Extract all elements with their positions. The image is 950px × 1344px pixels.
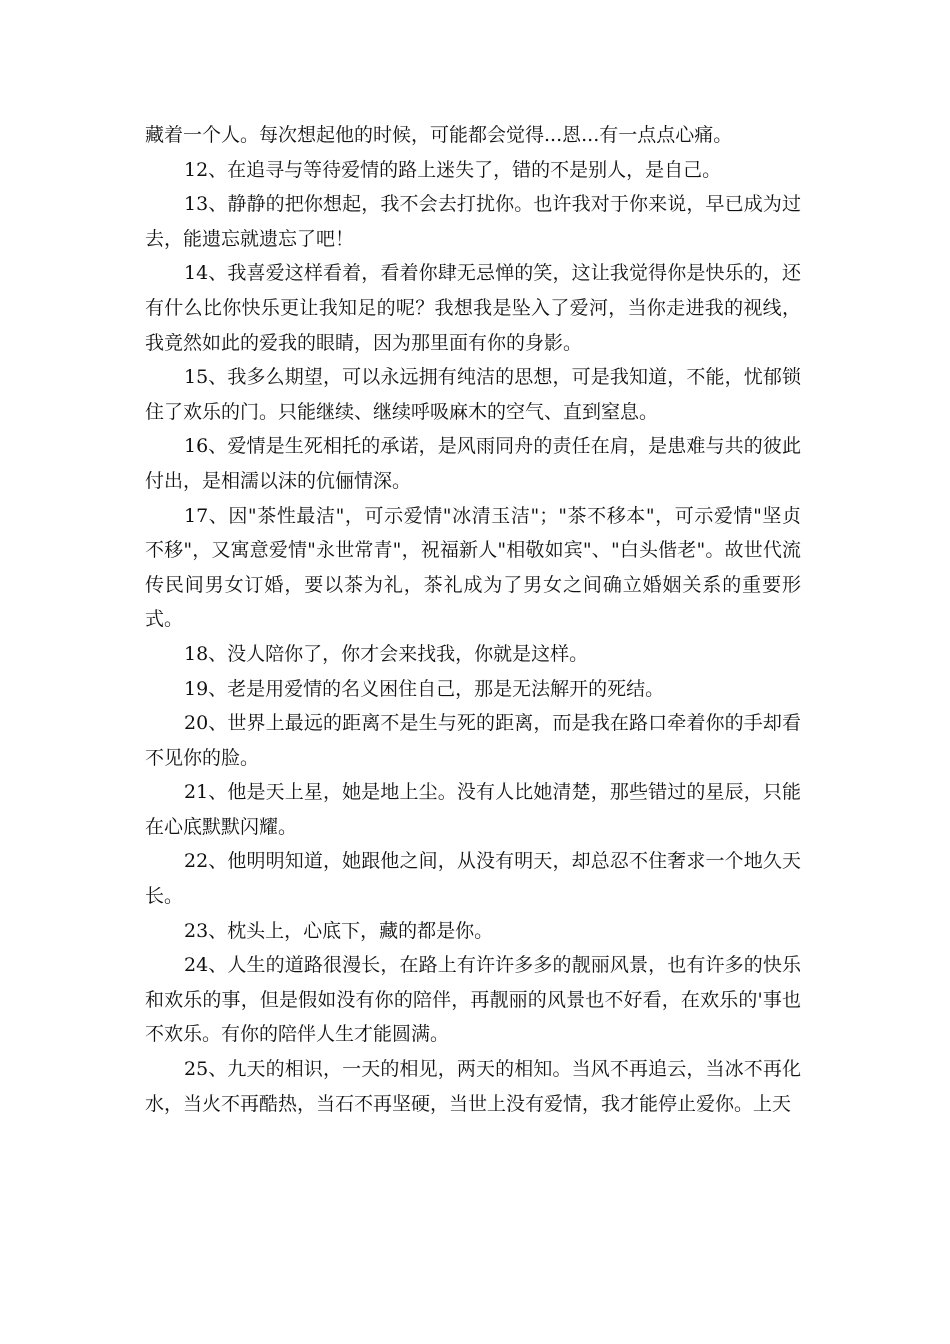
paragraph-23: 23、枕头上，心底下，藏的都是你。 bbox=[184, 919, 494, 942]
paragraph-continuation: 藏着一个人。每次想起他的时候，可能都会觉得...恩...有一点点心痛。 bbox=[145, 124, 733, 146]
paragraph-19: 19、老是用爱情的名义困住自己，那是无法解开的死结。 bbox=[184, 677, 665, 700]
paragraph-25: 25、九天的相识，一天的相见，两天的相知。当风不再追云，当冰不再化水，当火不再酷热，当石不再坚硬，当世上没有爱情，我才能停止爱你。上天 bbox=[145, 1058, 801, 1115]
paragraph-21: 21、他是天上星，她是地上尘。没有人比她清楚，那些错过的星辰，只能在心底默默闪耀。 bbox=[145, 781, 801, 838]
paragraph-20: 20、世界上最远的距离不是生与死的距离，而是我在路口牵着你的手却看不见你的脸。 bbox=[145, 712, 801, 769]
paragraph-15: 15、我多么期望，可以永远拥有纯洁的思想，可是我知道，不能，忧郁锁住了欢乐的门。只能继续、继续呼吸麻木的空气、直到窒息。 bbox=[145, 366, 801, 423]
paragraph-17: 17、因"茶性最洁"，可示爱情"冰清玉洁"；"茶不移本"，可示爱情"坚贞不移"，又寓意爱情"永世常青"，祝福新人"相敬如宾"、"白头偕老"。故世代流传民间男女订婚，要以茶为礼，茶礼成为了男女之间确立婚姻关系的重要形式。 bbox=[145, 504, 801, 631]
document-page bbox=[145, 118, 801, 1121]
paragraph-18: 18、没人陪你了，你才会来找我，你就是这样。 bbox=[184, 642, 589, 665]
paragraph-16: 16、爱情是生死相托的承诺，是风雨同舟的责任在肩，是患难与共的彼此付出，是相濡以沫的伉俪情深。 bbox=[145, 435, 801, 492]
paragraph-12: 12、在追寻与等待爱情的路上迷失了，错的不是别人，是自己。 bbox=[184, 158, 722, 181]
paragraph-22: 22、他明明知道，她跟他之间，从没有明天，却总忍不住奢求一个地久天长。 bbox=[145, 850, 801, 908]
paragraph-14: 14、我喜爱这样看着，看着你肆无忌惮的笑，这让我觉得你是快乐的，还有什么比你快乐更让我知足的呢？我想我是坠入了爱河，当你走进我的视线，我竟然如此的爱我的眼睛，因为那里面有你的身影。 bbox=[145, 262, 801, 354]
paragraph-24: 24、人生的道路很漫长，在路上有许许多多的靓丽风景，也有许多的快乐和欢乐的事，但是假如没有你的陪伴，再靓丽的风景也不好看，在欢乐的'事也不欢乐。有你的陪伴人生才能圆满。 bbox=[145, 954, 801, 1046]
paragraph-13: 13、静静的把你想起，我不会去打扰你。也许我对于你来说，早已成为过去，能遗忘就遗忘了吧！ bbox=[145, 193, 801, 250]
